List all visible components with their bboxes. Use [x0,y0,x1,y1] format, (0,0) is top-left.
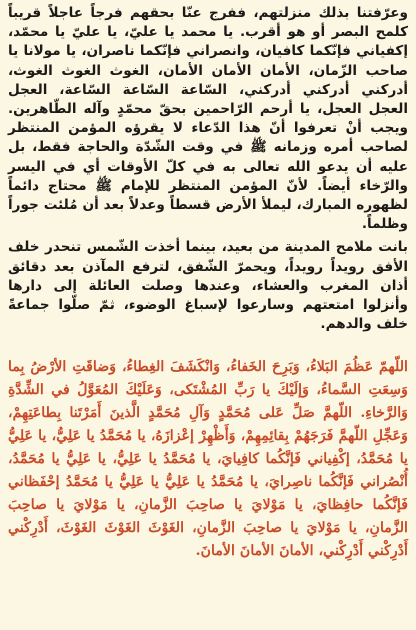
narrative-text [8,4,408,334]
dua-text: اللّهمّ عَظُمَ البَلاءُ، وَبَرِحَ الخَفاءُ، وَانْكَشَفَ الغِطاءُ، وَضاقَتِ الأرْضُ بِما وَسِعَتِ السَّماءُ، وَإلَيْكَ يا رَبِّ المُشْتَكى، وَعَلَيْكَ المُعَوَّلُ في الشِّدَّةِ وَالرَّخاءِ. اللّهمَّ صَلِّ عَلى مُحَمَّدٍ وَآلِ مُحَمَّدٍ الَّذينَ أَمَرْتَنا بِطاعَتِهِمْ، وَعَجِّلِ اللّهمَّ فَرَجَهُمْ بِقائِمِهِمْ، وَأَظْهِرْ إعْزازَهُ، يا مُحَمَّدُ يا عَلِيُّ، يا عَلِيُّ يا مُحَمَّدُ، إكْفِياني فَإنَّكُما كافِيايَ، يا مُحَمَّدُ يا عَلِيُّ، يا عَلِيُّ يا مُحَمَّدُ، أُنْصُراني فَإنَّكُما ناصِرايَ، يا مُحَمَّدُ يا عَلِيُّ يا عَلِيُّ يا مُحَمَّدُ إحْفَظاني فَإنَّكُما حافِظايَ، يا مَوْلايَ يا صاحِبَ الزَّمانِ، يا مَوْلايَ يا صاحِبَ الزَّمانِ، يا مَوْلايَ يا صاحِبَ الزَّمانِ، الغَوْثَ الغَوْثَ الغَوْثَ، أَدْرِكْني أَدْرِكْني أَدْرِكْني، الأمانَ الأمانَ الأمانَ. [8,359,408,560]
paragraph-2: بانت ملامح المدينة من بعيد، بينما أخذت الشّمس تنحدر خلف الأفق رويداً رويداً، ويحمرّ الشّفق، لترفع المآذن بعد دقائق أذان المغرب والعشاء، وعندها وصلت العائلة إلى دارها وأنزلوا امتعتهم وسارعوا لإسباغ الوضوء، ثمّ صلّوا جماعةً خلف والدهم. [8,239,408,333]
paragraph-1: وعرّفتنا بذلك منزلتهم، ففرج عنّا بحقهم فرجاً عاجلاً قريباً كلمح البصر أو هو أقرب. يا محمد يا عليّ، يا عليّ يا محمّد، إكفياني فإنّكما كافيان، وانصراني فإنّكما ناصران، يا مولانا يا صاحب الزّمان، الأمان الأمان الأمان، الغوث الغوث الغوث، أدركني أدركني أدركني، السّاعة السّاعة السّاعة، العجل العجل العجل، يا أرحم الرّاحمين بحقّ محمّدٍ وآله الطّاهرين. ويجب أنْ تعرفوا أنّ هذا الدّعاء لا يقرؤه المؤمن المنتظر لصاحب أمره وزمانه ﷺ في وقت الشّدّة والحاجة فقط، بل عليه أن يدعو الله تعالى به في كلّ الأوقات أي في اليسر والرّخاء أيضاً. لأنّ المؤمن المنتظر للإمام ﷺ محتاج دائماً لظهوره المبارك، ليملأ الأرض قسطاً وعدلاً بعد أن مُلئت جوراً وظلماً. [8,5,408,233]
